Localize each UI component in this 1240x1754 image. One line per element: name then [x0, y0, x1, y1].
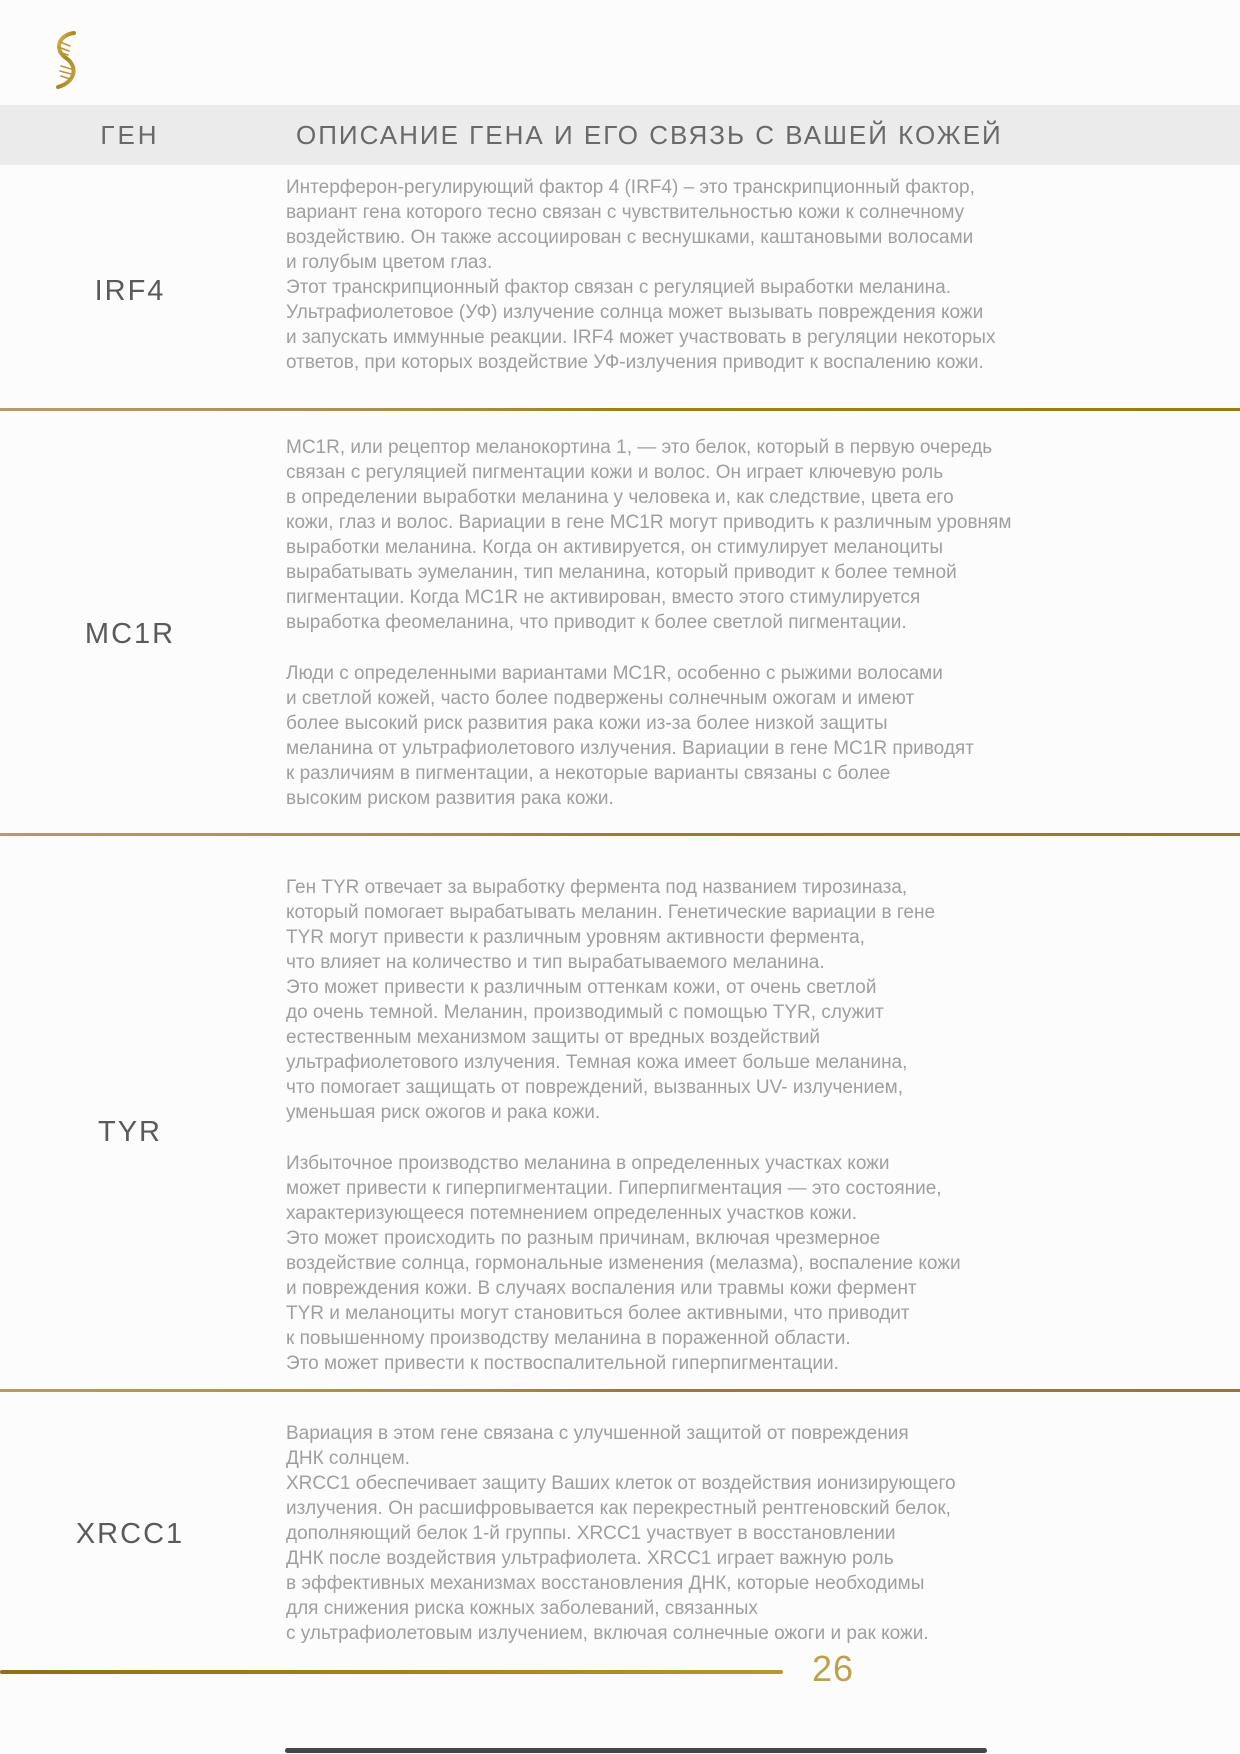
- footer: [0, 1648, 1240, 1708]
- bottom-edge-bar: [285, 1748, 987, 1753]
- description-paragraph: [286, 1421, 956, 1646]
- description-line: кожи, глаз и волос. Вариации в гене MC1R могут приводить к различным уровням: [286, 512, 1012, 533]
- gene-name: MC1R: [84, 617, 176, 650]
- description-line: XRCC1 обеспечивает защиту Ваших клеток от воздействия ионизирующего: [286, 1473, 956, 1494]
- description-line: Этот транскрипционный фактор связан с регуляцией выработки меланина.: [286, 277, 951, 298]
- description-paragraph: [286, 875, 961, 1125]
- description-line: до очень темной. Меланин, производимый с помощью TYR, служит: [286, 1002, 884, 1023]
- description-line: выработка феомеланина, что приводит к более светлой пигментации.: [286, 612, 907, 633]
- description-line: пигментации. Когда MC1R не активирован, вместо этого стимулируется: [286, 587, 921, 608]
- description-line: вырабатывать эумеланин, тип меланина, который приводит к более темной: [286, 562, 957, 583]
- description-line: выработки меланина. Когда он активируется, он стимулирует меланоциты: [286, 537, 944, 558]
- description-line: Вариация в этом гене связана с улучшенной защитой от повреждения: [286, 1423, 909, 1444]
- description-line: воздействие солнца, гормональные изменения (мелазма), воспаление кожи: [286, 1253, 961, 1274]
- description-line: Это может происходить по разным причинам, включая чрезмерное: [286, 1228, 881, 1249]
- gene-description: [286, 435, 1051, 833]
- description-line: к повышенному производству меланина в пораженной области.: [286, 1328, 851, 1349]
- gene-row: [0, 1392, 1240, 1647]
- description-line: что влияет на количество и тип вырабатываемого меланина.: [286, 952, 825, 973]
- gene-name: TYR: [98, 1115, 162, 1148]
- description-paragraph: [286, 175, 995, 375]
- description-line: меланина от ультрафиолетового излучения. Вариации в гене MC1R приводят: [286, 738, 974, 759]
- description-line: и повреждения кожи. В случаях воспаления или травмы кожи фермент: [286, 1278, 917, 1299]
- description-line: высоким риском развития рака кожи.: [286, 788, 614, 809]
- description-line: что помогает защищать от повреждений, вызванных UV- излучением,: [286, 1077, 903, 1098]
- description-line: и голубым цветом глаз.: [286, 252, 493, 273]
- description-line: естественным механизмом защиты от вредных воздействий: [286, 1027, 821, 1048]
- description-line: ДНК солнцем.: [286, 1448, 410, 1469]
- gene-description: [286, 175, 1035, 408]
- gene-description: [286, 1421, 996, 1647]
- description-line: в эффективных механизмах восстановления ДНК, которые необходимы: [286, 1573, 925, 1594]
- description-line: и запускать иммунные реакции. IRF4 может участвовать в регуляции некоторых: [286, 327, 996, 348]
- gene-name: IRF4: [94, 275, 166, 307]
- description-line: Люди с определенными вариантами MC1R, особенно с рыжими волосами: [286, 663, 943, 684]
- description-line: излучения. Он расшифровывается как перекрестный рентгеновский белок,: [286, 1498, 951, 1519]
- gene-name: XRCC1: [75, 1517, 185, 1550]
- description-line: ответов, при которых воздействие УФ-излучения приводит к воспалению кожи.: [286, 352, 984, 373]
- description-line: воздействию. Он также ассоциирован с веснушками, каштановыми волосами: [286, 227, 974, 248]
- description-line: ультрафиолетового излучения. Темная кожа имеет больше меланина,: [286, 1052, 908, 1073]
- description-line: Это может привести к различным оттенкам кожи, от очень светлой: [286, 977, 877, 998]
- gene-cell: [0, 435, 260, 833]
- table-header: [0, 105, 1240, 165]
- description-paragraph: [286, 661, 1011, 811]
- description-line: Ультрафиолетовое (УФ) излучение солнца может вызывать повреждения кожи: [286, 302, 984, 323]
- description-line: TYR и меланоциты могут становиться более активными, что приводит: [286, 1303, 910, 1324]
- page-number: 26: [812, 1648, 855, 1689]
- description-line: Избыточное производство меланина в определенных участках кожи: [286, 1153, 890, 1174]
- description-line: связан с регуляцией пигментации кожи и волос. Он играет ключевую роль: [286, 462, 944, 483]
- description-line: характеризующееся потемнением определенных участков кожи.: [286, 1203, 858, 1224]
- gene-row: [0, 165, 1240, 408]
- description-line: который помогает вырабатывать меланин. Генетические вариации в гене: [286, 902, 936, 923]
- description-line: MC1R, или рецептор меланокортина 1, — это белок, который в первую очередь: [286, 437, 993, 458]
- description-line: более высокий риск развития рака кожи из-за более низкой защиты: [286, 713, 888, 734]
- description-line: уменьшая риск ожогов и рака кожи.: [286, 1102, 601, 1123]
- header-description-label: ОПИСАНИЕ ГЕНА И ЕГО СВЯЗЬ С ВАШЕЙ КОЖЕЙ: [296, 119, 1003, 150]
- description-line: в определении выработки меланина у человека и, как следствие, цвета его: [286, 487, 954, 508]
- description-line: Интерферон-регулирующий фактор 4 (IRF4) – это транскрипционный фактор,: [286, 177, 975, 198]
- description-line: может привести к гиперпигментации. Гиперпигментация — это состояние,: [286, 1178, 942, 1199]
- dna-helix-icon: [48, 30, 82, 90]
- description-line: Ген TYR отвечает за выработку фермента под названием тирозиназа,: [286, 877, 908, 898]
- header-gene-label: ГЕН: [100, 119, 160, 150]
- gene-cell: [0, 175, 260, 408]
- description-line: TYR могут привести к различным уровням активности фермента,: [286, 927, 865, 948]
- gene-row: [0, 411, 1240, 833]
- description-paragraph: [286, 435, 1011, 635]
- description-line: ДНК после воздействия ультрафиолета. XRCC1 играет важную роль: [286, 1548, 894, 1569]
- top-bar: [0, 0, 1240, 105]
- footer-rule: [0, 1670, 783, 1674]
- gene-cell: [0, 875, 260, 1389]
- description-line: вариант гена которого тесно связан с чувствительностью кожи к солнечному: [286, 202, 965, 223]
- description-line: дополняющий белок 1-й группы. XRCC1 участвует в восстановлении: [286, 1523, 896, 1544]
- gene-row: [0, 836, 1240, 1389]
- description-line: и светлой кожей, часто более подвержены солнечным ожогам и имеют: [286, 688, 915, 709]
- gene-cell: [0, 1421, 260, 1647]
- description-line: Это может привести к поствоспалительной гиперпигментации.: [286, 1353, 839, 1374]
- description-line: с ультрафиолетовым излучением, включая солнечные ожоги и рак кожи.: [286, 1623, 929, 1644]
- description-line: для снижения риска кожных заболеваний, связанных: [286, 1598, 758, 1619]
- description-paragraph: [286, 1151, 961, 1376]
- gene-description: [286, 875, 1001, 1389]
- description-line: к различиям в пигментации, а некоторые варианты связаны с более: [286, 763, 891, 784]
- gene-table-body: [0, 165, 1240, 1647]
